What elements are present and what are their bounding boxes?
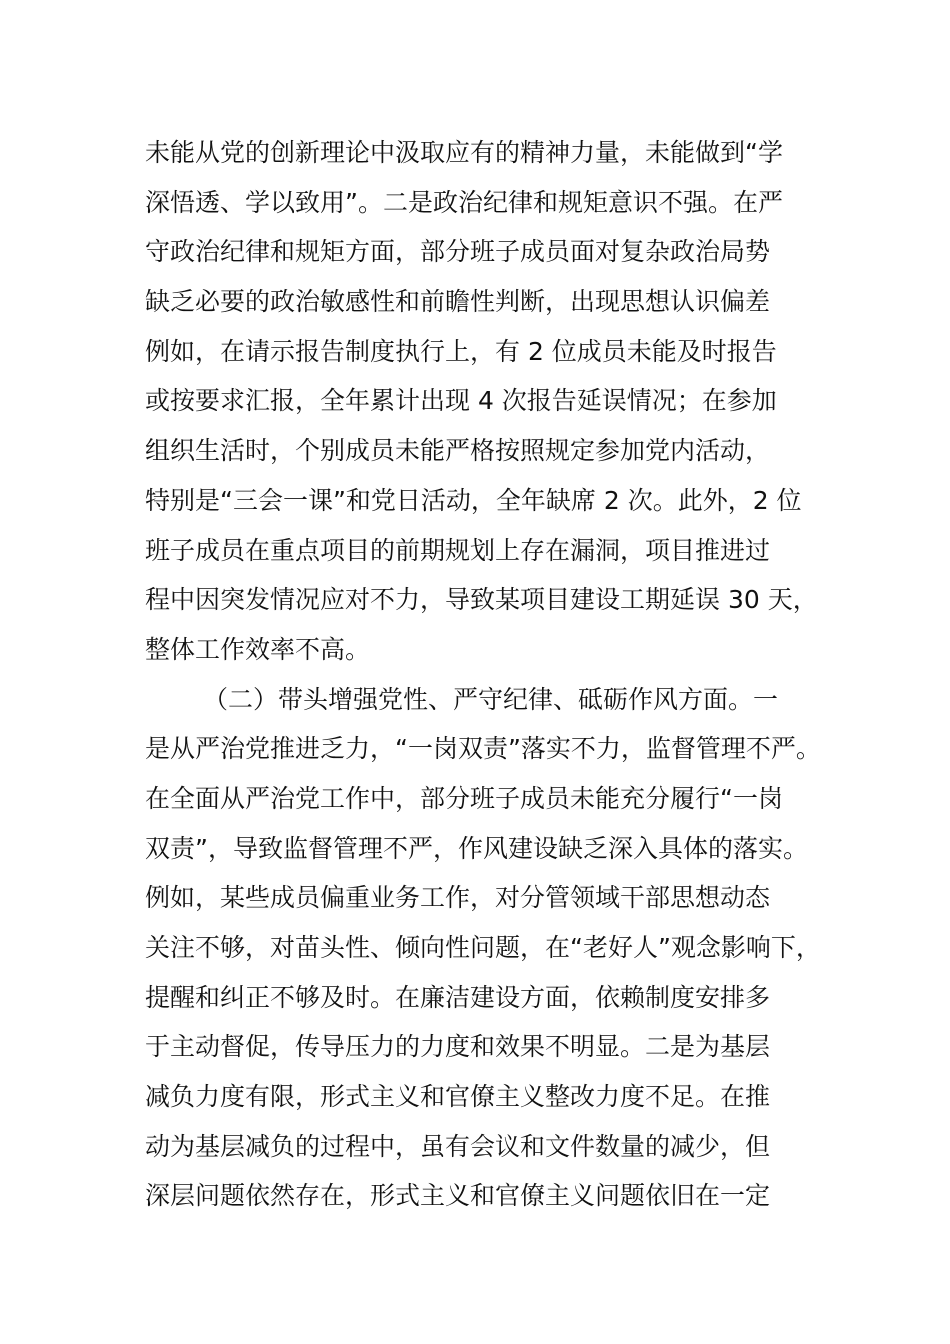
- text-line-5: 例如，在请示报告制度执行上，有 2 位成员未能及时报告: [145, 336, 777, 366]
- text-line-11: 整体工作效率不高。: [145, 634, 371, 664]
- text-line-8: 特别是“三会一课”和党日活动，全年缺席 2 次。此外，2 位: [145, 485, 802, 515]
- text-line-20: 减负力度有限，形式主义和官僚主义整改力度不足。在推: [145, 1082, 771, 1112]
- text-line-16: 例如，某些成员偏重业务工作，对分管领域干部思想动态: [145, 883, 771, 913]
- text-line-18: 提醒和纠正不够及时。在廉洁建设方面，依赖制度安排多: [145, 982, 771, 1012]
- text-line-15: 双责”，导致监督管理不严，作风建设缺乏深入具体的落实。: [145, 833, 808, 863]
- text-line-7: 组织生活时，个别成员未能严格按照规定参加党内活动，: [145, 436, 771, 466]
- text-line-2: 深悟透、学以致用”。二是政治纪律和规矩意识不强。在严: [145, 187, 783, 217]
- text-line-17: 关注不够，对苗头性、倾向性问题，在“老好人”观念影响下，: [145, 933, 821, 962]
- document-body-text: [145, 128, 845, 1221]
- text-line-14: 在全面从严治党工作中，部分班子成员未能充分履行“一岗: [145, 783, 783, 813]
- text-line-22: 深层问题依然存在，形式主义和官僚主义问题依旧在一定: [145, 1181, 771, 1211]
- text-line-19: 于主动督促，传导压力的力度和效果不明显。二是为基层: [145, 1032, 771, 1062]
- text-line-6: 或按要求汇报，全年累计出现 4 次报告延误情况；在参加: [145, 386, 777, 416]
- text-line-21: 动为基层减负的过程中，虽有会议和文件数量的减少，但: [145, 1131, 771, 1161]
- text-line-13: 是从严治党推进乏力，“一岗双责”落实不力，监督管理不严。: [145, 734, 821, 764]
- text-line-3: 守政治纪律和规矩方面，部分班子成员面对复杂政治局势: [145, 237, 771, 267]
- text-line-4: 缺乏必要的政治敏感性和前瞻性判断，出现思想认识偏差: [145, 287, 771, 317]
- text-line-9: 班子成员在重点项目的前期规划上存在漏洞，项目推进过: [145, 535, 771, 565]
- text-line-1: 未能从党的创新理论中汲取应有的精神力量，未能做到“学: [145, 138, 783, 167]
- section-heading-line: （二）带头增强党性、严守纪律、砥砺作风方面。一: [203, 684, 779, 714]
- text-line-10: 程中因突发情况应对不力，导致某项目建设工期延误 30 天，: [145, 585, 818, 615]
